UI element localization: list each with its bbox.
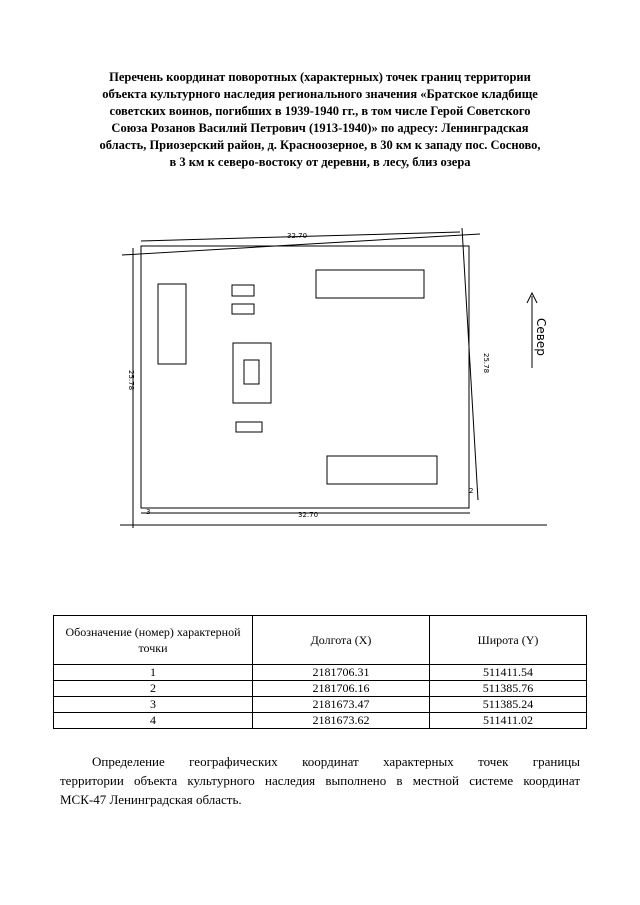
longitude-cell: 2181673.62 [253, 713, 430, 729]
title-line: область, Приозерский район, д. Красноозерное, в 30 км к западу пос. Сосново, [99, 138, 541, 152]
point-number: 1 [54, 665, 253, 681]
latitude-cell: 511385.24 [430, 697, 587, 713]
grave-plot [236, 422, 262, 432]
longitude-cell: 2181673.47 [253, 697, 430, 713]
table-row [54, 681, 587, 697]
table-header-row [54, 616, 587, 665]
grave-plot [232, 285, 254, 296]
north-label: Север [534, 318, 548, 356]
boundary-right [462, 228, 478, 500]
column-header: Долгота (X) [253, 616, 430, 665]
table-row [54, 665, 587, 681]
table-row [54, 713, 587, 729]
column-header: Обозначение (номер) характерной точки [54, 616, 253, 665]
note-line: Определение географических координат характерных точек границы [92, 754, 580, 769]
dimension-left-label: 25.78 [127, 370, 135, 391]
monument-base [233, 343, 271, 403]
dimension-top-label: 32.70 [287, 232, 308, 240]
point-label: 2 [469, 487, 474, 495]
coordinates-table [53, 615, 587, 729]
grave-plot [158, 284, 186, 364]
longitude-cell: 2181706.16 [253, 681, 430, 697]
point-number: 4 [54, 713, 253, 729]
title-line: советских воинов, погибших в 1939-1940 гг., в том числе Герой Советского [109, 104, 531, 118]
longitude-cell: 2181706.31 [253, 665, 430, 681]
latitude-cell: 511385.76 [430, 681, 587, 697]
dimension-bottom-label: 32.70 [298, 511, 319, 519]
table-row [54, 697, 587, 713]
note-line: МСК-47 Ленинградская область. [60, 792, 242, 807]
grave-plot [327, 456, 437, 484]
title-line: в 3 км к северо-востоку от деревни, в лесу, близ озера [169, 155, 471, 169]
title-line: объекта культурного наследия регионального значения «Братское кладбище [102, 87, 538, 101]
dimension-right-label: 25.78 [482, 353, 490, 374]
latitude-cell: 511411.54 [430, 665, 587, 681]
title-line: Перечень координат поворотных (характерных) точек границ территории [109, 70, 531, 84]
title-line: Союза Розанов Василий Петрович (1913-1940)» по адресу: Ленинградская [111, 121, 529, 135]
note-line: территории объекта культурного наследия выполнено в местной системе координат [60, 773, 580, 788]
monument [244, 360, 259, 384]
column-header: Широта (Y) [430, 616, 587, 665]
coordinate-system-note [60, 752, 580, 809]
site-plan [0, 215, 640, 535]
territory-outline [141, 246, 469, 508]
grave-plot [232, 304, 254, 314]
latitude-cell: 511411.02 [430, 713, 587, 729]
document-title [60, 69, 580, 171]
grave-plot [316, 270, 424, 298]
point-number: 2 [54, 681, 253, 697]
point-label: 3 [146, 508, 151, 516]
point-number: 3 [54, 697, 253, 713]
